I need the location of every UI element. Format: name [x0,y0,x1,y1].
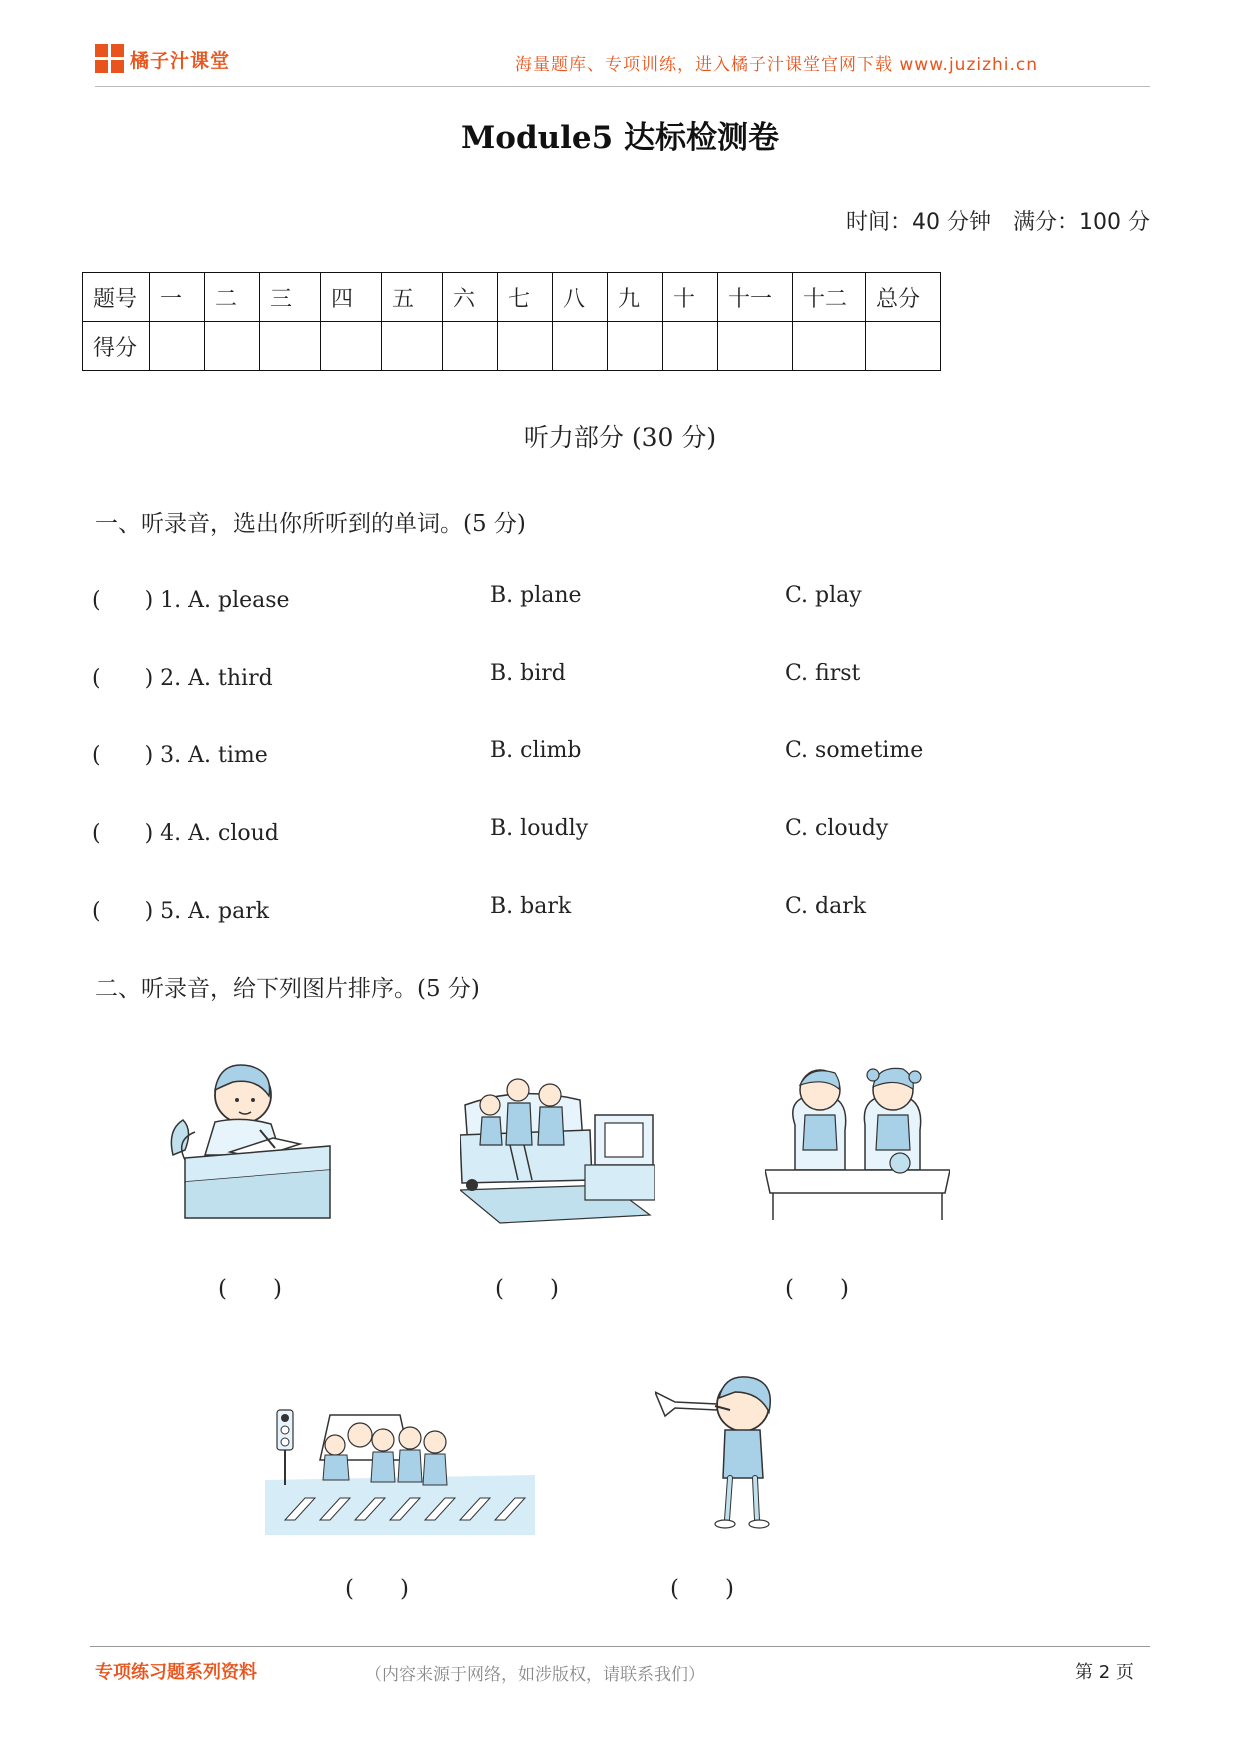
score-cell[interactable] [382,322,443,371]
score-table-header-cell: 十一 [718,273,793,322]
q1-item-5-option-c: C. dark [785,894,867,919]
score-cell[interactable] [321,322,382,371]
page-title: Module5 达标检测卷 [460,120,780,156]
score-cell[interactable] [663,322,718,371]
q1-item-1-option-a: ( ) 1. A. please [92,588,290,613]
score-table-header-cell: 六 [443,273,498,322]
q1-item-2-option-a: ( ) 2. A. third [92,666,273,691]
score-table-score-row [83,322,941,371]
score-cell[interactable] [553,322,608,371]
boy-playing-trumpet-illustration [655,1370,780,1530]
question-1-title: 一、听录音，选出你所听到的单词。(5 分) [95,511,526,537]
score-table [82,272,941,371]
score-table-header-row [83,273,941,322]
score-cell[interactable] [608,322,663,371]
q1-item-1-option-b: B. plane [490,583,582,608]
q1-item-3-option-b: B. climb [490,738,582,763]
picture-1-answer-blank[interactable]: ( ) [218,1276,282,1302]
page-number: 第 2 页 [1075,1662,1134,1683]
score-table-header-cell: 二 [205,273,260,322]
score-cell[interactable] [498,322,553,371]
section-heading: 听力部分 (30 分) [523,423,717,452]
score-cell[interactable] [443,322,498,371]
score-cell[interactable] [150,322,205,371]
kids-crossing-road-illustration [265,1390,535,1535]
q1-item-4-option-a: ( ) 4. A. cloud [92,821,279,846]
family-watching-tv-illustration [460,1065,655,1225]
q1-item-3-option-c: C. sometime [785,738,924,763]
picture-5-answer-blank[interactable]: ( ) [670,1576,734,1602]
score-cell[interactable] [260,322,321,371]
picture-3-answer-blank[interactable]: ( ) [785,1276,849,1302]
score-table-header-cell: 三 [260,273,321,322]
brand-name: 橘子汁课堂 [130,50,231,72]
score-table-header-cell: 七 [498,273,553,322]
score-cell[interactable] [866,322,941,371]
girls-talking-illustration [765,1055,950,1220]
q1-item-5-option-a: ( ) 5. A. park [92,899,270,924]
q1-item-1-option-c: C. play [785,583,862,608]
q1-item-2-option-c: C. first [785,661,861,686]
score-table-header-cell: 总分 [866,273,941,322]
score-cell[interactable] [718,322,793,371]
picture-2-answer-blank[interactable]: ( ) [495,1276,559,1302]
footer-divider [90,1646,1150,1647]
score-row-label: 得分 [83,322,150,371]
q1-item-5-option-b: B. bark [490,894,572,919]
picture-4-answer-blank[interactable]: ( ) [345,1576,409,1602]
header-divider [95,86,1150,87]
boy-writing-illustration [165,1060,335,1220]
score-cell[interactable] [205,322,260,371]
footer-copyright-note: （内容来源于网络，如涉版权，请联系我们） [365,1665,705,1685]
score-table-header-cell: 十二 [793,273,866,322]
footer-series-label: 专项练习题系列资料 [95,1662,257,1683]
q1-item-4-option-b: B. loudly [490,816,589,841]
score-cell[interactable] [793,322,866,371]
q1-item-2-option-b: B. bird [490,661,566,686]
score-table-header-cell: 五 [382,273,443,322]
score-table-header-cell: 九 [608,273,663,322]
score-table-header-cell: 十 [663,273,718,322]
score-table-header-cell: 四 [321,273,382,322]
score-table-header-cell: 八 [553,273,608,322]
question-2-title: 二、听录音，给下列图片排序。(5 分) [95,976,480,1002]
brand-logo-icon [95,44,125,74]
score-table-header-cell: 题号 [83,273,150,322]
score-table-header-cell: 一 [150,273,205,322]
q1-item-4-option-c: C. cloudy [785,816,889,841]
header-slogan: 海量题库、专项训练，进入橘子汁课堂官网下载 www.juzizhi.cn [515,55,1039,75]
q1-item-3-option-a: ( ) 3. A. time [92,743,268,768]
exam-info: 时间：40 分钟 满分：100 分 [846,210,1150,235]
